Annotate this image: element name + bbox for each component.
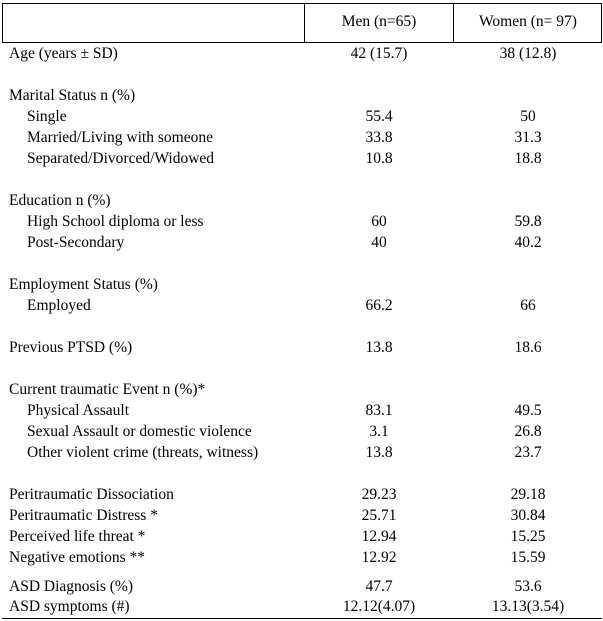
cell-women-high-school: 59.8 [514,213,542,230]
cell-men-peritraumatic-dissociation: 29.23 [361,486,397,503]
cell-women-peritraumatic-distress: 30.84 [510,507,546,524]
cell-women-previous-ptsd: 18.6 [514,339,542,356]
column-header-women: Women (n= 97) [479,13,577,30]
cell-women-employed: 66 [520,297,536,314]
cell-women-age: 38 (12.8) [499,45,557,62]
cell-men-age: 42 (15.7) [350,45,408,62]
section-label-education: Education n (%) [9,192,111,209]
row-label-sexual-assault: Sexual Assault or domestic violence [27,423,252,440]
row-label-negative-emotions: Negative emotions ** [9,549,146,566]
row-label-physical-assault: Physical Assault [27,402,130,419]
cell-women-asd-diagnosis: 53.6 [514,578,542,595]
cell-men-single: 55.4 [365,108,393,125]
cell-women-negative-emotions: 15.59 [510,549,546,566]
cell-women-separated: 18.8 [514,150,542,167]
cell-women-perceived-life-threat: 15.25 [510,528,546,545]
header-border-left [2,3,3,43]
cell-men-asd-diagnosis: 47.7 [365,578,393,595]
row-label-peritraumatic-dissociation: Peritraumatic Dissociation [9,486,174,503]
cell-women-sexual-assault: 26.8 [514,423,542,440]
cell-men-asd-symptoms: 12.12(4.07) [342,598,416,615]
row-label-asd-symptoms: ASD symptoms (#) [9,598,130,615]
row-label-post-secondary: Post-Secondary [27,234,125,251]
cell-men-married: 33.8 [365,129,393,146]
row-label-other-violent-crime: Other violent crime (threats, witness) [27,444,259,461]
section-label-marital-status: Marital Status n (%) [9,87,136,104]
table-top-rule [2,3,602,4]
column-header-men: Men (n=65) [341,13,417,30]
cell-men-perceived-life-threat: 12.94 [361,528,397,545]
row-label-high-school: High School diploma or less [27,213,204,230]
cell-men-physical-assault: 83.1 [365,402,393,419]
cell-men-sexual-assault: 3.1 [369,423,389,440]
cell-men-high-school: 60 [371,213,387,230]
section-label-employment: Employment Status (%) [9,276,158,293]
table-bottom-rule [2,618,602,619]
cell-women-other-violent-crime: 23.7 [514,444,542,461]
cell-women-peritraumatic-dissociation: 29.18 [510,486,546,503]
cell-men-previous-ptsd: 13.8 [365,339,393,356]
cell-men-other-violent-crime: 13.8 [365,444,393,461]
cell-men-employed: 66.2 [365,297,393,314]
cell-men-peritraumatic-distress: 25.71 [361,507,397,524]
row-label-single: Single [27,108,67,125]
row-label-asd-diagnosis: ASD Diagnosis (%) [9,578,133,595]
cell-women-asd-symptoms: 13.13(3.54) [491,598,565,615]
row-label-previous-ptsd: Previous PTSD (%) [9,339,133,356]
cell-women-post-secondary: 40.2 [514,234,542,251]
cell-men-post-secondary: 40 [371,234,387,251]
header-rule [2,42,602,43]
row-label-separated: Separated/Divorced/Widowed [27,150,215,167]
row-label-married: Married/Living with someone [27,129,213,146]
demographics-table [2,3,602,619]
row-label-peritraumatic-distress: Peritraumatic Distress * [9,507,158,524]
cell-women-physical-assault: 49.5 [514,402,542,419]
cell-men-negative-emotions: 12.92 [361,549,397,566]
cell-women-single: 50 [520,108,536,125]
row-label-employed: Employed [27,297,91,314]
row-label-perceived-life-threat: Perceived life threat * [9,528,146,545]
cell-men-separated: 10.8 [365,150,393,167]
row-label-age: Age (years ± SD) [9,45,118,62]
section-label-traumatic-event: Current traumatic Event n (%)* [9,381,206,398]
cell-women-married: 31.3 [514,129,542,146]
